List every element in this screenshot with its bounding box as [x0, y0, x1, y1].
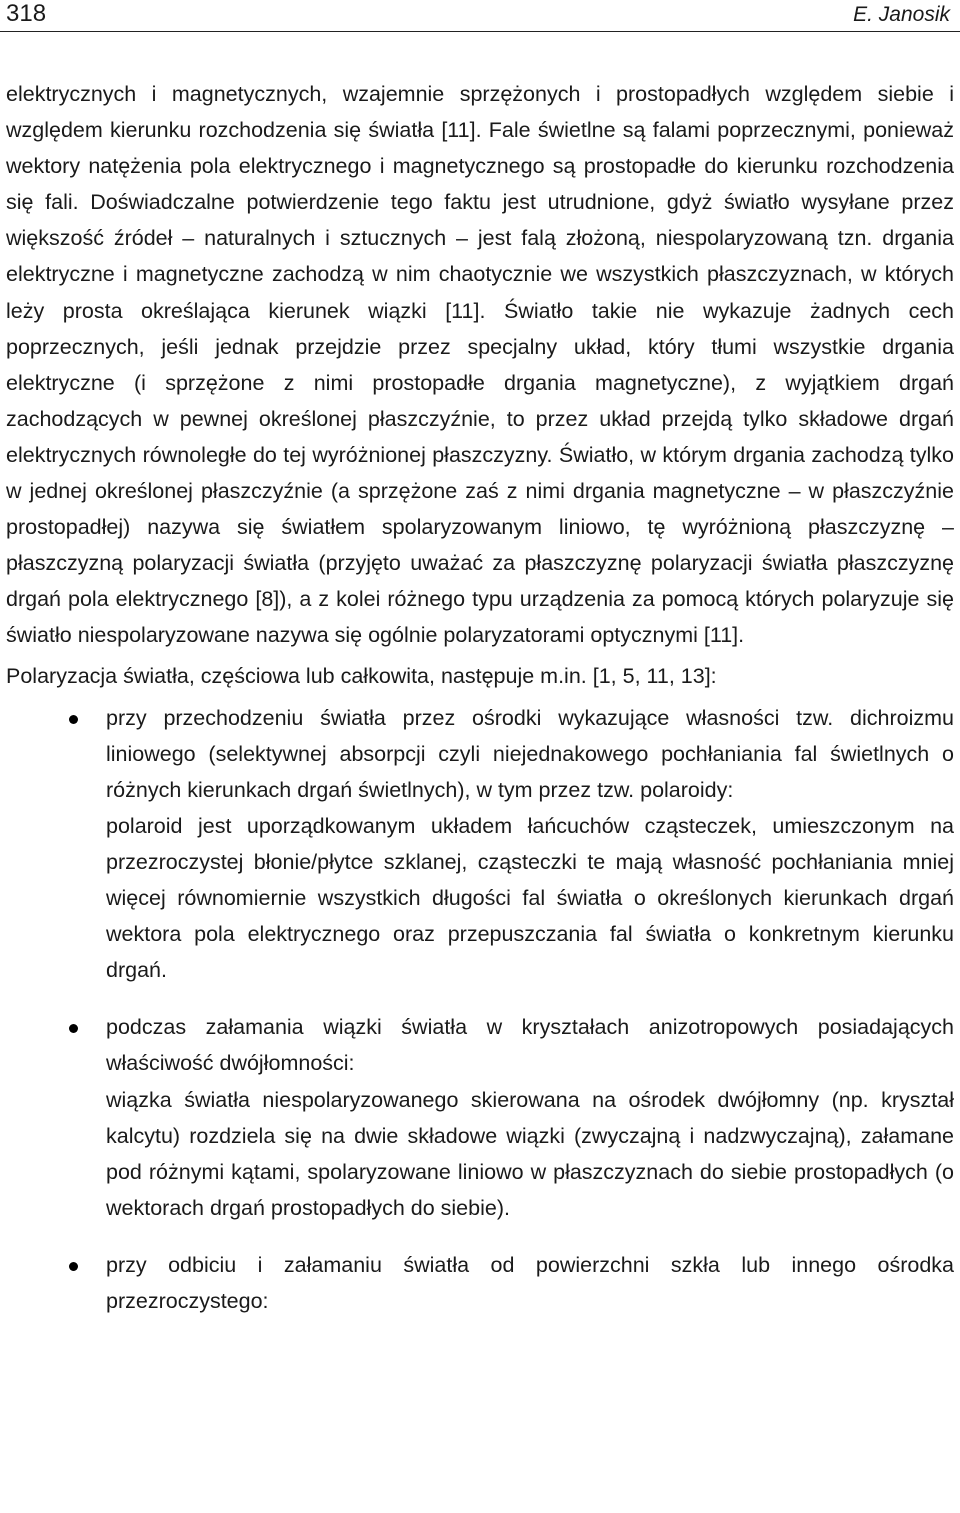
bullet-detail: wiązka światła niespolaryzowanego skierowana na ośrodek dwójłomny (np. kryształ kalcytu) rozdziela się na dwie składowe wiązki (zwyczajną i nadzwyczajną), załamane pod różnymi kątami, spolaryzowane liniowo w płaszczyznach do siebie prostopadłych (o wektorach drgań prostopadłych do siebie).	[106, 1087, 954, 1220]
list-intro-paragraph: Polaryzacja światła, częściowa lub całkowita, następuje m.in. [1, 5, 11, 13]:	[6, 663, 717, 688]
bullet-icon	[69, 1262, 78, 1271]
bullet-text: przy przechodzeniu światła przez ośrodki wykazujące własności tzw. dichroizmu liniowego (selektywnej absorpcji czyli niejednakowego pochłaniania fal świetlnych o różnych kierunkach drgań świetlnych), w tym przez tzw. polaroidy:	[106, 705, 954, 802]
bullet-text: przy odbiciu i załamaniu światła od powierzchni szkła lub innego ośrodka przezroczystego:	[106, 1252, 954, 1313]
bullet-item-birefringence	[6, 1009, 954, 1226]
bullet-text: podczas załamania wiązki światła w kryształach anizotropowych posiadających właściwość dwójłomności:	[106, 1015, 954, 1076]
bullet-icon	[69, 715, 78, 724]
bullet-list	[6, 700, 954, 1320]
bullet-icon	[69, 1024, 78, 1033]
body-paragraph: elektrycznych i magnetycznych, wzajemnie sprzężonych i prostopadłych względem siebie i względem kierunku rozchodzenia się światła [11]. Fale świetlne są falami poprzecznymi, ponieważ wektory natężenia pola elektrycznego i magnetycznego są prostopadłe do kierunku rozchodzenia się fali. Doświadczalne potwierdzenie tego faktu jest utrudnione, gdyż światło wysyłane przez większość źródeł – naturalnych i sztucznych – jest falą złożoną, niespolaryzowaną tzn. drgania elektryczne i magnetyczne zachodzą w nim chaotycznie we wszystkich płaszczyznach, w których leży prosta określająca kierunek wiązki [11]. Światło takie nie wykazuje żadnych cech poprzecznych, jeśli jednak przejdzie przez specjalny układ, który tłumi wszystkie drgania elektryczne (i sprzężone z nimi prostopadłe drgania magnetyczne), z wyjątkiem drgań zachodzących w pewnej określonej płaszczyźnie, to przez układ przejdą tylko składowe drgań elektrycznych równoległe do tej wyróżnionej płaszczyzny. Światło, w którym drgania zachodzą tylko w jednej określonej płaszczyźnie (a sprzężone zaś z nimi drgania magnetyczne – w płaszczyźnie prostopadłej) nazywa się światłem spolaryzowanym liniowo, tę wyróżnioną płaszczyznę – płaszczyzną polaryzacji światła (przyjęto uważać za płaszczyznę polaryzacji światła płaszczyznę drgań pola elektrycznego [8]), a z kolei różnego typu urządzenia za pomocą których polaryzuje się światło niespolaryzowane nazywa się ogólnie polaryzatorami optycznymi [11].	[6, 82, 954, 648]
running-head-author: E. Janosik	[853, 3, 950, 26]
page-body	[6, 76, 954, 1319]
bullet-item-dichroism	[6, 700, 954, 989]
bullet-detail: polaroid jest uporządkowanym układem łańcuchów cząsteczek, umieszczonym na przezroczystej błonie/płytce szklanej, cząsteczki te mają własność pochłaniania mniej więcej równomiernie wszystkich długości fal światła o określonych kierunkach drgań wektora pola elektrycznego oraz przepuszczania fal światła o konkretnym kierunku drgań.	[106, 813, 954, 983]
page-number: 318	[6, 0, 47, 27]
bullet-item-reflection	[6, 1247, 954, 1319]
page-header	[0, 0, 960, 32]
